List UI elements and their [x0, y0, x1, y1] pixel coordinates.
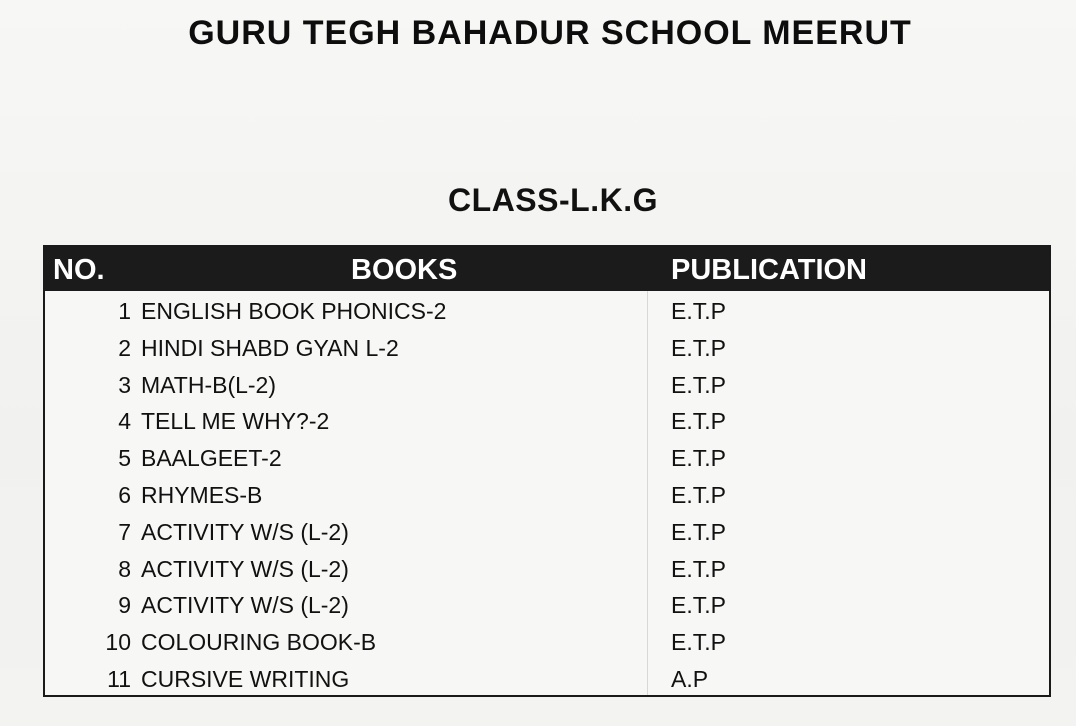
publication-name: E.T.P [671, 555, 726, 582]
publication-name: E.T.P [671, 408, 726, 435]
book-title: ACTIVITY W/S (L-2) [141, 555, 349, 582]
publication-name: E.T.P [671, 629, 726, 656]
table-row [45, 442, 1049, 479]
book-title: COLOURING BOOK-B [141, 629, 377, 656]
row-number: 4 [118, 408, 131, 435]
book-list-table [43, 245, 1051, 697]
row-number: 6 [118, 481, 131, 508]
row-number: 7 [118, 518, 131, 545]
book-title: ACTIVITY W/S (L-2) [141, 518, 349, 545]
table-row [45, 589, 1049, 626]
book-title: MATH-B(L-2) [141, 371, 277, 398]
school-name-heading: GURU TEGH BAHADUR SCHOOL MEERUT [188, 14, 912, 52]
row-number: 2 [118, 334, 131, 361]
publication-name: E.T.P [671, 298, 726, 324]
column-header-books: BOOKS [351, 254, 458, 286]
table-row [45, 332, 1049, 369]
row-number: 10 [105, 629, 131, 656]
row-number: 8 [118, 555, 131, 582]
table-row [45, 479, 1049, 516]
book-title: TELL ME WHY?-2 [141, 408, 330, 435]
table-row [45, 405, 1049, 442]
table-row [45, 516, 1049, 553]
row-number: 1 [118, 298, 131, 324]
publication-name: E.T.P [671, 592, 726, 619]
row-number: 9 [118, 592, 131, 619]
row-number: 3 [118, 371, 131, 398]
publication-name: E.T.P [671, 371, 726, 398]
column-header-publication: PUBLICATION [671, 254, 868, 286]
publication-name: E.T.P [671, 445, 726, 472]
book-title: RHYMES-B [141, 481, 263, 508]
table-row [45, 553, 1049, 590]
table-row [45, 626, 1049, 663]
class-title-heading: CLASS-L.K.G [448, 182, 658, 218]
publication-name: E.T.P [671, 334, 726, 361]
book-title: ENGLISH BOOK PHONICS-2 [141, 298, 447, 324]
publication-name: E.T.P [671, 481, 726, 508]
publication-name: E.T.P [671, 518, 726, 545]
book-title: HINDI SHABD GYAN L-2 [141, 334, 399, 361]
book-title: ACTIVITY W/S (L-2) [141, 592, 349, 619]
book-title: BAALGEET-2 [141, 445, 282, 472]
row-number: 5 [118, 445, 131, 472]
table-header-row [45, 247, 1049, 291]
table-row [45, 369, 1049, 406]
row-number: 11 [107, 665, 131, 692]
table-body [45, 295, 1049, 700]
book-title: CURSIVE WRITING [141, 665, 350, 692]
publication-name: A.P [671, 665, 709, 692]
table-row [45, 663, 1049, 700]
column-header-no: NO. [53, 254, 105, 286]
table-row [45, 295, 1049, 332]
